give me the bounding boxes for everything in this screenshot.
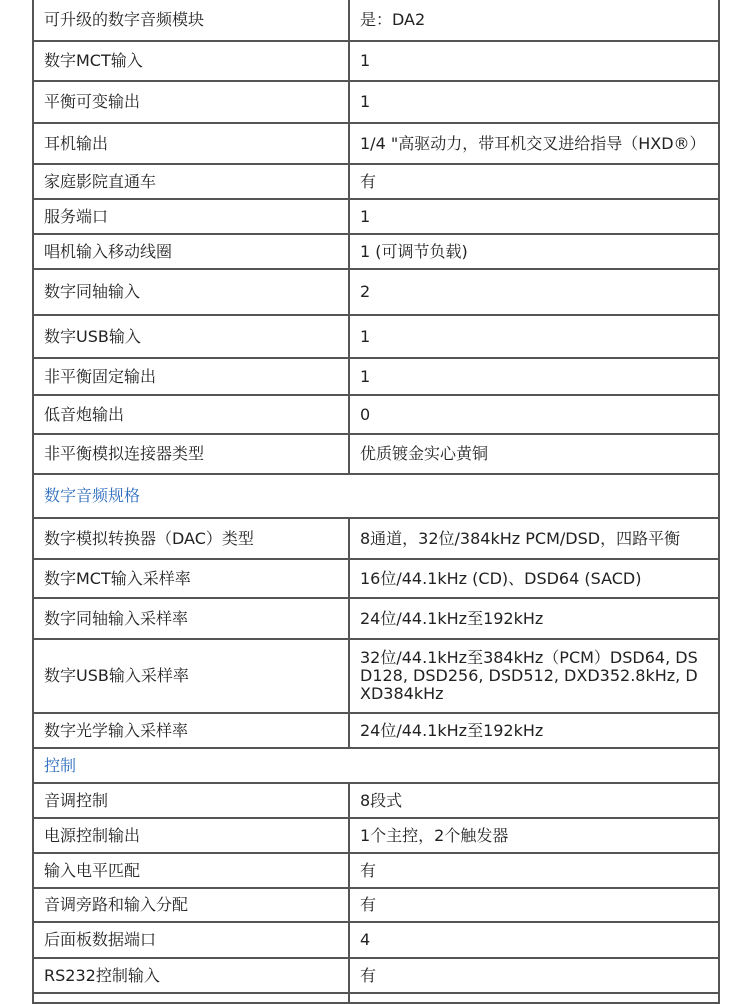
spec-value: 有: [349, 888, 719, 922]
spec-label: [33, 993, 349, 1003]
spec-value: 有: [349, 853, 719, 888]
spec-label: 服务端口: [33, 199, 349, 234]
spec-label: 非平衡固定输出: [33, 358, 349, 395]
spec-label: 数字MCT输入: [33, 41, 349, 81]
spec-row: [33, 164, 719, 199]
spec-row: [33, 395, 719, 434]
spec-value: 1个主控，2个触发器: [349, 818, 719, 853]
spec-label: RS232控制输入: [33, 958, 349, 993]
spec-value: 有: [349, 164, 719, 199]
spec-row: [33, 269, 719, 315]
spec-label: 数字同轴输入: [33, 269, 349, 315]
spec-label: 平衡可变输出: [33, 81, 349, 123]
section-header-row: [33, 748, 719, 783]
spec-value: 2: [349, 269, 719, 315]
spec-row: [33, 434, 719, 474]
spec-row: [33, 639, 719, 713]
spec-value: 优质镀金实心黄铜: [349, 434, 719, 474]
spec-label: 数字MCT输入采样率: [33, 559, 349, 598]
spec-label: 唱机输入移动线圈: [33, 234, 349, 269]
spec-row: [33, 123, 719, 164]
spec-label: 数字同轴输入采样率: [33, 598, 349, 639]
spec-value: 16位/44.1kHz (CD)、DSD64 (SACD): [349, 559, 719, 598]
spec-table: [32, 0, 720, 1004]
spec-label: 输入电平匹配: [33, 853, 349, 888]
spec-row: [33, 0, 719, 41]
spec-row: [33, 315, 719, 358]
spec-row: [33, 888, 719, 922]
spec-row: [33, 81, 719, 123]
spec-value: 1 (可调节负载): [349, 234, 719, 269]
spec-table-body: [33, 0, 719, 1003]
section-title: 数字音频规格: [33, 474, 719, 518]
spec-value: 4: [349, 922, 719, 958]
spec-label: 数字模拟转换器（DAC）类型: [33, 518, 349, 559]
section-header-row: [33, 474, 719, 518]
section-title: 控制: [33, 748, 719, 783]
spec-value: 8通道，32位/384kHz PCM/DSD，四路平衡: [349, 518, 719, 559]
spec-value: [349, 993, 719, 1003]
spec-row: [33, 713, 719, 748]
spec-row: [33, 199, 719, 234]
spec-value: 1: [349, 358, 719, 395]
spec-row: [33, 853, 719, 888]
spec-value: 是：DA2: [349, 0, 719, 41]
spec-value: 1/4 "高驱动力，带耳机交叉进给指导（HXD®）: [349, 123, 719, 164]
spec-label: 耳机输出: [33, 123, 349, 164]
spec-value: 32位/44.1kHz至384kHz（PCM）DSD64, DSD128, DSD256, DSD512, DXD352.8kHz, DXD384kHz: [349, 639, 719, 713]
spec-value: 24位/44.1kHz至192kHz: [349, 713, 719, 748]
spec-row: [33, 518, 719, 559]
spec-value: 1: [349, 81, 719, 123]
spec-row: [33, 783, 719, 818]
spec-label: 可升级的数字音频模块: [33, 0, 349, 41]
spec-value: 1: [349, 315, 719, 358]
spec-label: 音调控制: [33, 783, 349, 818]
spec-value: 24位/44.1kHz至192kHz: [349, 598, 719, 639]
spec-row: [33, 234, 719, 269]
spec-row: [33, 598, 719, 639]
spec-label: 音调旁路和输入分配: [33, 888, 349, 922]
spec-label: 数字光学输入采样率: [33, 713, 349, 748]
spec-value: 0: [349, 395, 719, 434]
spec-label: 非平衡模拟连接器类型: [33, 434, 349, 474]
spec-row: [33, 958, 719, 993]
spec-label: 后面板数据端口: [33, 922, 349, 958]
spec-row: [33, 41, 719, 81]
spec-label: 数字USB输入: [33, 315, 349, 358]
spec-label: 低音炮输出: [33, 395, 349, 434]
spec-value: 8段式: [349, 783, 719, 818]
spec-row: [33, 358, 719, 395]
spec-row: [33, 993, 719, 1003]
spec-row: [33, 559, 719, 598]
spec-row: [33, 818, 719, 853]
spec-row: [33, 922, 719, 958]
spec-value: 有: [349, 958, 719, 993]
spec-label: 家庭影院直通车: [33, 164, 349, 199]
spec-value: 1: [349, 41, 719, 81]
spec-value: 1: [349, 199, 719, 234]
spec-label: 电源控制输出: [33, 818, 349, 853]
spec-label: 数字USB输入采样率: [33, 639, 349, 713]
